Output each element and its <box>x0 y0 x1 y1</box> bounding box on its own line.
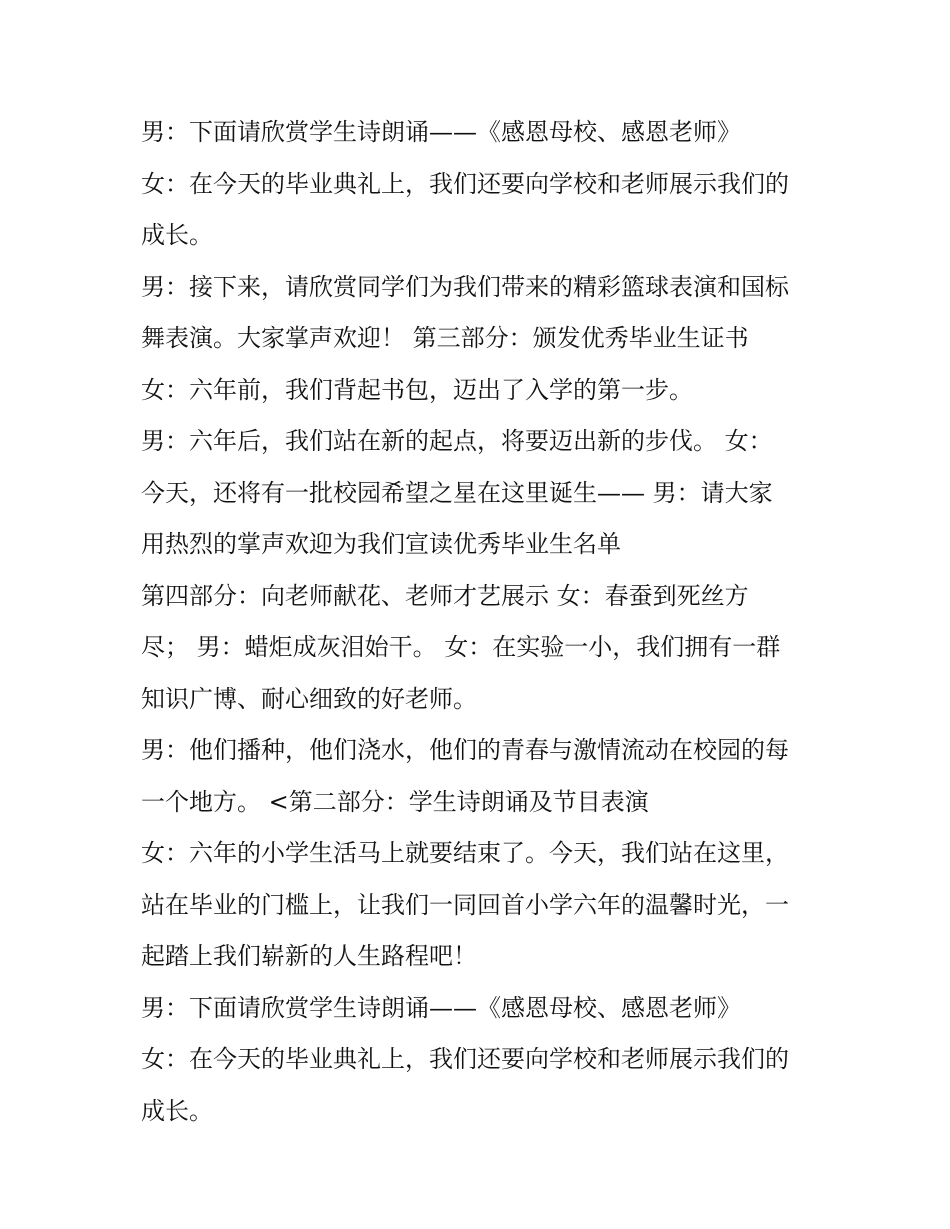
text-line: 成长。 <box>141 1096 213 1125</box>
text-line: 男：他们播种，他们浇水，他们的青春与激情流动在校园的每 <box>141 736 789 764</box>
text-line: 男：下面请欣赏学生诗朗诵——《感恩母校、感恩老师》 <box>141 118 741 146</box>
text-line: 知识广博、耐心细致的好老师。 <box>141 684 477 713</box>
text-line: 女：六年的小学生活马上就要结束了。今天，我们站在这里， <box>141 839 789 867</box>
text-line: 尽； 男：蜡炬成灰泪始干。 女：在实验一小，我们拥有一群 <box>141 633 781 661</box>
text-line: 舞表演。大家掌声欢迎！ 第三部分：颁发优秀毕业生证书 <box>141 324 749 352</box>
text-line: 站在毕业的门槛上，让我们一同回首小学六年的温馨时光，一 <box>141 890 789 919</box>
text-line: 起踏上我们崭新的人生路程吧！ <box>141 942 477 970</box>
text-line: 一个地方。 <第二部分：学生诗朗诵及节目表演 <box>141 787 649 816</box>
text-line: 男：六年后，我们站在新的起点，将要迈出新的步伐。 女： <box>141 427 773 455</box>
text-line: 女：在今天的毕业典礼上，我们还要向学校和老师展示我们的 <box>141 169 789 198</box>
text-line: 用热烈的掌声欢迎为我们宣读优秀毕业生名单 <box>141 530 621 558</box>
text-line: 第四部分：向老师献花、老师才艺展示 女：春蚕到死丝方 <box>141 581 749 610</box>
text-line: 男：下面请欣赏学生诗朗诵——《感恩母校、感恩老师》 <box>141 993 741 1022</box>
text-line: 成长。 <box>141 221 213 249</box>
text-line: 男：接下来，请欣赏同学们为我们带来的精彩篮球表演和国标 <box>141 272 789 301</box>
document-body <box>141 107 831 1137</box>
text-line: 今天，还将有一批校园希望之星在这里诞生—— 男：请大家 <box>141 478 773 507</box>
text-line: 女：六年前，我们背起书包，迈出了入学的第一步。 <box>141 375 693 404</box>
text-line: 女：在今天的毕业典礼上，我们还要向学校和老师展示我们的 <box>141 1045 789 1073</box>
